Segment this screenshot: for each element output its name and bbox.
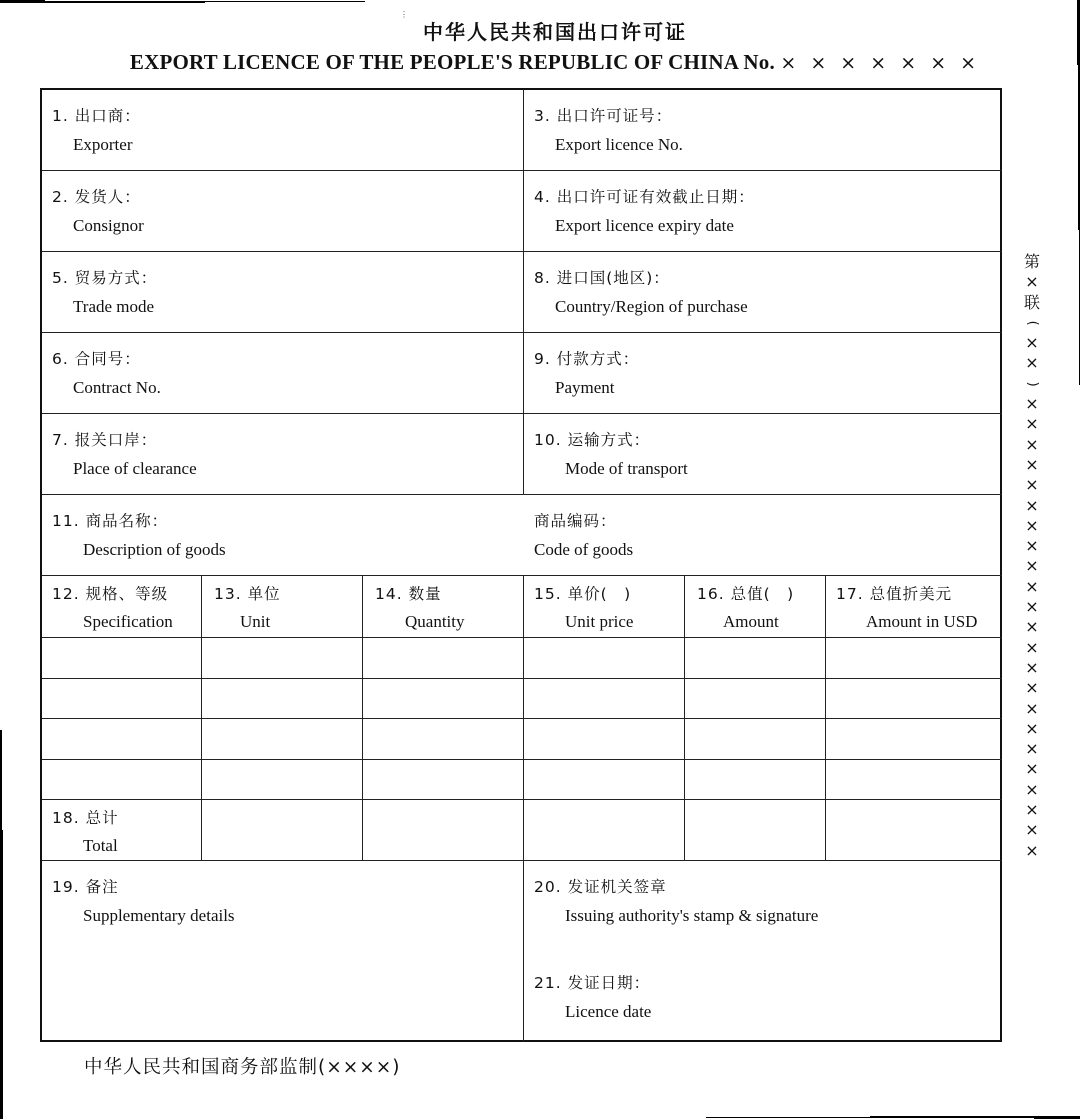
total-label-cell bbox=[42, 800, 201, 860]
column-label-cn: 16. 总值( ) bbox=[697, 585, 795, 603]
table-cell[interactable] bbox=[685, 760, 825, 799]
scan-edge-top bbox=[45, 1, 205, 3]
field-label-en: Consignor bbox=[73, 216, 144, 235]
table-cell[interactable] bbox=[42, 638, 201, 678]
table-cell[interactable] bbox=[685, 638, 825, 678]
field-label-en: Export licence No. bbox=[555, 135, 683, 154]
table-cell[interactable] bbox=[202, 679, 362, 718]
field-label-en: Mode of transport bbox=[565, 459, 688, 478]
field-place-of-clearance[interactable] bbox=[42, 414, 523, 494]
supervisor-footer: 中华人民共和国商务部监制(××××) bbox=[84, 1057, 401, 1078]
table-cell[interactable] bbox=[826, 638, 1002, 678]
field-label-cn: 7. 报关口岸： bbox=[52, 431, 158, 449]
table-cell[interactable] bbox=[363, 760, 523, 799]
column-header-quantity bbox=[363, 576, 523, 637]
field-code-of-goods[interactable] bbox=[524, 495, 1002, 575]
column-header-unit bbox=[202, 576, 362, 637]
side-strip-char: × bbox=[1025, 657, 1039, 677]
field-label-en: Place of clearance bbox=[73, 459, 197, 478]
field-label-en: Supplementary details bbox=[83, 906, 235, 925]
table-cell[interactable] bbox=[202, 719, 362, 759]
table-cell[interactable] bbox=[363, 679, 523, 718]
field-label-cn: 5. 贸易方式： bbox=[52, 269, 158, 287]
field-supplementary-details[interactable] bbox=[42, 861, 523, 1042]
field-trade-mode[interactable] bbox=[42, 252, 523, 332]
side-strip-char: × bbox=[1025, 333, 1039, 353]
side-strip-char: × bbox=[1025, 759, 1039, 779]
goods-table-row bbox=[42, 679, 1002, 718]
field-label-cn: 19. 备注 bbox=[52, 878, 119, 896]
licence-form bbox=[40, 88, 1002, 1042]
field-label-cn: 6. 合同号： bbox=[52, 350, 141, 368]
field-label-cn: 4. 出口许可证有效截止日期： bbox=[534, 188, 755, 206]
column-label-cn: 14. 数量 bbox=[375, 585, 442, 603]
goods-table-row bbox=[42, 638, 1002, 678]
side-strip-char: × bbox=[1025, 515, 1039, 535]
licence-number-placeholder: × × × × × × × bbox=[780, 52, 981, 74]
side-strip-char: × bbox=[1025, 840, 1039, 860]
table-cell[interactable] bbox=[685, 719, 825, 759]
column-header-amount-usd bbox=[826, 576, 1002, 637]
scan-edge-left bbox=[0, 830, 3, 1119]
side-strip-char: × bbox=[1025, 678, 1039, 698]
side-strip-char: × bbox=[1025, 394, 1039, 414]
total-row bbox=[42, 800, 1002, 860]
column-label-en: Unit price bbox=[565, 612, 634, 631]
table-cell[interactable] bbox=[42, 679, 201, 718]
field-export-licence-no[interactable] bbox=[524, 90, 1002, 170]
field-label-cn: 1. 出口商： bbox=[52, 107, 141, 125]
field-label-en: Issuing authority's stamp & signature bbox=[565, 906, 819, 925]
column-label-cn: 12. 规格、等级 bbox=[52, 585, 169, 603]
total-amount-usd-cell[interactable] bbox=[826, 800, 1002, 860]
table-cell[interactable] bbox=[826, 679, 1002, 718]
column-label-en: Amount in USD bbox=[866, 612, 978, 631]
form-title-cn: 中华人民共和国出口许可证 bbox=[423, 20, 687, 44]
side-strip-char: ) bbox=[1025, 381, 1041, 387]
field-country-of-purchase[interactable] bbox=[524, 252, 1002, 332]
side-strip-char: × bbox=[1025, 272, 1039, 292]
side-strip-char: × bbox=[1025, 617, 1039, 637]
total-amount-cell[interactable] bbox=[685, 800, 825, 860]
scan-edge-bottom bbox=[870, 1116, 1034, 1118]
side-strip-char: × bbox=[1025, 779, 1039, 799]
side-strip-char: × bbox=[1025, 698, 1039, 718]
field-label-cn: 11. 商品名称： bbox=[52, 512, 169, 530]
column-label-en: Amount bbox=[723, 612, 779, 631]
field-label-cn: 2. 发货人： bbox=[52, 188, 141, 206]
column-header-amount bbox=[685, 576, 825, 637]
field-label-en: Contract No. bbox=[73, 378, 161, 397]
field-exporter[interactable] bbox=[42, 90, 523, 170]
table-cell[interactable] bbox=[363, 719, 523, 759]
field-label-en: Description of goods bbox=[83, 540, 226, 559]
table-cell[interactable] bbox=[524, 679, 684, 718]
side-strip-char: × bbox=[1025, 536, 1039, 556]
field-label-cn: 10. 运输方式： bbox=[534, 431, 651, 449]
total-label-cn: 18. 总计 bbox=[52, 809, 119, 827]
table-cell[interactable] bbox=[202, 638, 362, 678]
goods-table-row bbox=[42, 719, 1002, 759]
table-cell[interactable] bbox=[202, 760, 362, 799]
field-licence-date[interactable] bbox=[524, 957, 1002, 1042]
field-label-cn: 9. 付款方式： bbox=[534, 350, 640, 368]
column-label-en: Specification bbox=[83, 612, 173, 631]
side-strip-char: × bbox=[1025, 576, 1039, 596]
side-strip-char: 联 bbox=[1023, 292, 1040, 312]
table-cell[interactable] bbox=[826, 760, 1002, 799]
side-strip-char: × bbox=[1025, 800, 1039, 820]
field-mode-of-transport[interactable] bbox=[524, 414, 1002, 494]
table-cell[interactable] bbox=[42, 760, 201, 799]
column-header-specification bbox=[42, 576, 201, 637]
field-label-cn: 21. 发证日期： bbox=[534, 974, 651, 992]
side-strip-char: × bbox=[1025, 353, 1039, 373]
field-payment[interactable] bbox=[524, 333, 1002, 413]
column-header-unit-price bbox=[524, 576, 684, 637]
scan-edge-top bbox=[0, 0, 45, 3]
table-cell[interactable] bbox=[524, 638, 684, 678]
side-strip-char: × bbox=[1025, 820, 1039, 840]
side-strip-char: ( bbox=[1025, 320, 1041, 326]
field-label-cn: 8. 进口国(地区)： bbox=[534, 269, 670, 287]
field-label-en: Exporter bbox=[73, 135, 133, 154]
side-strip-char: × bbox=[1025, 434, 1039, 454]
side-strip-char: × bbox=[1025, 637, 1039, 657]
side-strip-char: 第 bbox=[1023, 252, 1040, 271]
column-label-en: Quantity bbox=[405, 612, 465, 631]
total-unit-price-cell[interactable] bbox=[524, 800, 684, 860]
side-strip-char: × bbox=[1025, 556, 1039, 576]
table-cell[interactable] bbox=[826, 719, 1002, 759]
field-consignor[interactable] bbox=[42, 171, 523, 251]
form-title-en bbox=[0, 50, 1080, 75]
scan-edge-bottom bbox=[706, 1117, 870, 1118]
field-issuing-authority-signature[interactable] bbox=[524, 861, 1002, 957]
total-quantity-cell[interactable] bbox=[363, 800, 523, 860]
form-title-en-text: EXPORT LICENCE OF THE PEOPLE'S REPUBLIC OF CHINA No. bbox=[129, 50, 775, 74]
field-label-en: Trade mode bbox=[73, 297, 155, 316]
side-strip-char: × bbox=[1025, 495, 1039, 515]
column-label-cn: 17. 总值折美元 bbox=[836, 585, 953, 603]
field-expiry-date[interactable] bbox=[524, 171, 1002, 251]
field-label-cn: 商品编码： bbox=[534, 512, 617, 530]
scan-edge-top bbox=[205, 1, 365, 2]
table-cell[interactable] bbox=[685, 679, 825, 718]
field-label-en: Export licence expiry date bbox=[555, 216, 734, 235]
scan-speck: ⋮ bbox=[400, 10, 408, 19]
total-unit-cell[interactable] bbox=[202, 800, 362, 860]
field-contract-no[interactable] bbox=[42, 333, 523, 413]
side-strip-char: × bbox=[1025, 597, 1039, 617]
copy-indicator-strip bbox=[1020, 252, 1044, 861]
field-label-cn: 20. 发证机关签章 bbox=[534, 878, 667, 896]
field-label-en: Payment bbox=[555, 378, 615, 397]
table-cell[interactable] bbox=[363, 638, 523, 678]
side-strip-char: × bbox=[1025, 414, 1039, 434]
scan-edge-left bbox=[0, 730, 2, 830]
field-label-en: Licence date bbox=[565, 1002, 652, 1021]
table-cell[interactable] bbox=[42, 719, 201, 759]
side-strip-char: × bbox=[1025, 475, 1039, 495]
table-cell[interactable] bbox=[524, 719, 684, 759]
total-label-en: Total bbox=[83, 836, 118, 855]
side-strip-char: × bbox=[1025, 454, 1039, 474]
field-label-en: Code of goods bbox=[534, 540, 634, 559]
column-label-cn: 15. 单价( ) bbox=[534, 585, 632, 603]
column-label-cn: 13. 单位 bbox=[214, 585, 281, 603]
side-strip-char: × bbox=[1025, 718, 1039, 738]
table-cell[interactable] bbox=[524, 760, 684, 799]
side-strip-char: × bbox=[1025, 739, 1039, 759]
goods-table-row bbox=[42, 760, 1002, 799]
column-label-en: Unit bbox=[240, 612, 271, 631]
field-label-cn: 3. 出口许可证号： bbox=[534, 107, 673, 125]
field-label-en: Country/Region of purchase bbox=[555, 297, 748, 316]
field-description-of-goods[interactable] bbox=[42, 495, 523, 575]
